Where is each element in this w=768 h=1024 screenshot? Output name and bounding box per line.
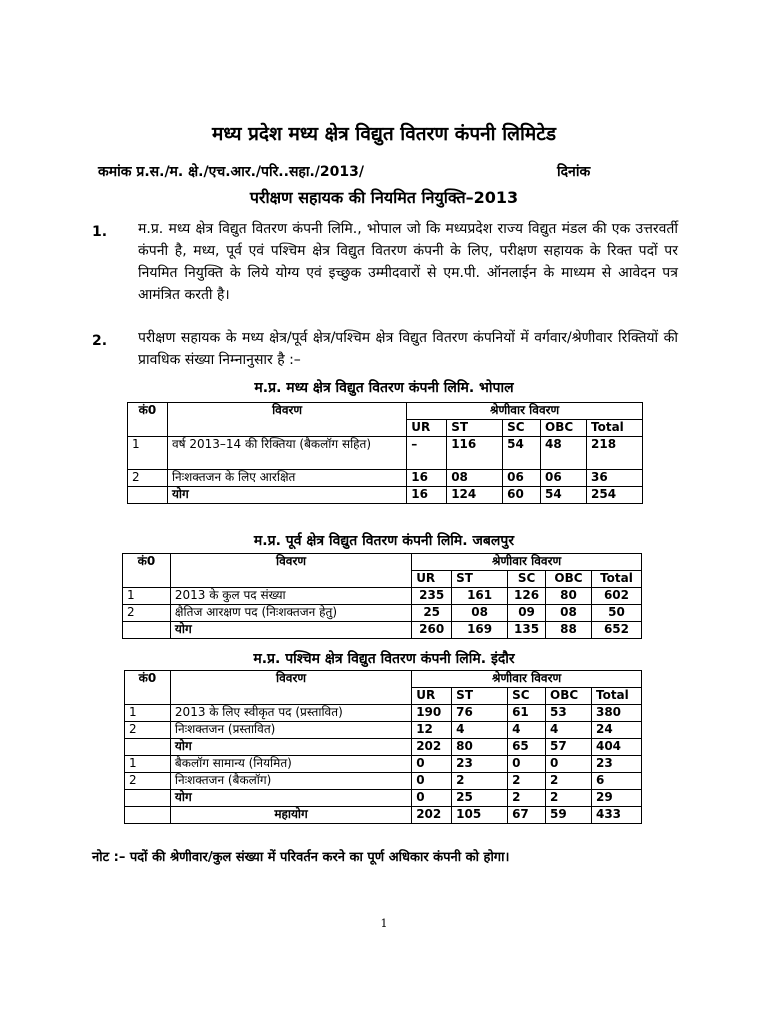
cell: 53 bbox=[546, 705, 592, 722]
reference-number: कमांक प्र.स./म. क्षे./एच.आर./परि..सहा./2013/ bbox=[98, 164, 364, 180]
cell: 2 bbox=[123, 605, 171, 622]
cell: क्षैतिज आरक्षण पद (निःशक्तजन हेतु) bbox=[170, 605, 411, 622]
col-st: ST bbox=[452, 571, 508, 588]
cell: 06 bbox=[541, 470, 587, 487]
cell bbox=[125, 790, 171, 807]
description-header: विवरण bbox=[170, 671, 411, 705]
cell: 60 bbox=[503, 487, 541, 504]
cell: निःशक्तजन (प्रस्तावित) bbox=[170, 722, 411, 739]
table-row bbox=[123, 605, 642, 622]
cell: योग bbox=[167, 487, 406, 504]
col-obc: OBC bbox=[541, 420, 587, 437]
cell: 116 bbox=[447, 437, 503, 470]
table-row-grand-total bbox=[125, 807, 642, 824]
table-2-caption: म.प्र. पूर्व क्षेत्र विद्युत वितरण कंपनी लिमि. जबलपुर bbox=[253, 533, 515, 549]
table-row bbox=[125, 722, 642, 739]
paragraph-1-number: 1. bbox=[92, 224, 108, 240]
cell: 602 bbox=[591, 588, 641, 605]
note: नोट :– पदों की श्रेणीवार/कुल संख्या में परिवर्तन करने का पूर्ण अधिकार कंपनी को होगा। bbox=[92, 850, 510, 865]
table-2 bbox=[122, 553, 642, 639]
cell: 25 bbox=[412, 605, 452, 622]
col-obc: OBC bbox=[546, 688, 592, 705]
cell: 59 bbox=[546, 807, 592, 824]
cell: 0 bbox=[412, 773, 452, 790]
cell: 2013 के लिए स्वीकृत पद (प्रस्तावित) bbox=[170, 705, 411, 722]
cell bbox=[125, 807, 171, 824]
cell: 23 bbox=[452, 756, 508, 773]
table-3-caption: म.प्र. पश्चिम क्षेत्र विद्युत वितरण कंपनी लिमि. इंदौर bbox=[253, 651, 515, 667]
cell: योग bbox=[170, 790, 411, 807]
cell: 29 bbox=[591, 790, 641, 807]
cell: – bbox=[407, 437, 447, 470]
cell: 2 bbox=[508, 790, 546, 807]
cell: 1 bbox=[123, 588, 171, 605]
col-st: ST bbox=[452, 688, 508, 705]
col-total: Total bbox=[591, 688, 641, 705]
cell: 404 bbox=[591, 739, 641, 756]
col-st: ST bbox=[447, 420, 503, 437]
cell: 1 bbox=[125, 705, 171, 722]
cell: 218 bbox=[587, 437, 643, 470]
cell: 202 bbox=[412, 807, 452, 824]
cell: 65 bbox=[508, 739, 546, 756]
category-wise-header: श्रेणीवार विवरण bbox=[412, 671, 642, 688]
cell: वर्ष 2013–14 की रिक्तिया (बैकलॉग सहित) bbox=[167, 437, 406, 470]
cell bbox=[125, 739, 171, 756]
table-row-total bbox=[125, 790, 642, 807]
cell: 126 bbox=[508, 588, 546, 605]
sno-header: कं0 bbox=[128, 403, 168, 437]
cell: 2 bbox=[546, 773, 592, 790]
document-subtitle: परीक्षण सहायक की नियमित नियुक्ति–2013 bbox=[249, 188, 519, 207]
cell: 6 bbox=[591, 773, 641, 790]
page-number: 1 bbox=[380, 917, 388, 930]
table-row bbox=[125, 705, 642, 722]
description-header: विवरण bbox=[167, 403, 406, 437]
table-row bbox=[123, 588, 642, 605]
col-total: Total bbox=[591, 571, 641, 588]
cell: 260 bbox=[412, 622, 452, 639]
table-row-total bbox=[123, 622, 642, 639]
cell: 161 bbox=[452, 588, 508, 605]
col-sc: SC bbox=[508, 688, 546, 705]
cell: 50 bbox=[591, 605, 641, 622]
cell: 57 bbox=[546, 739, 592, 756]
date-label: दिनांक bbox=[557, 164, 591, 180]
sno-header: कं0 bbox=[123, 554, 171, 588]
cell: 54 bbox=[503, 437, 541, 470]
cell: 09 bbox=[508, 605, 546, 622]
cell: 124 bbox=[447, 487, 503, 504]
cell: 433 bbox=[591, 807, 641, 824]
sno-header: कं0 bbox=[125, 671, 171, 705]
cell: 16 bbox=[407, 487, 447, 504]
cell: 2 bbox=[125, 773, 171, 790]
cell: 80 bbox=[546, 588, 592, 605]
document-title: मध्य प्रदेश मध्य क्षेत्र विद्युत वितरण कंपनी लिमिटेड bbox=[211, 123, 557, 145]
cell: 169 bbox=[452, 622, 508, 639]
table-row-total bbox=[128, 487, 643, 504]
cell: 202 bbox=[412, 739, 452, 756]
cell: 1 bbox=[125, 756, 171, 773]
cell bbox=[128, 487, 168, 504]
cell: 2 bbox=[452, 773, 508, 790]
col-ur: UR bbox=[412, 688, 452, 705]
cell: 2 bbox=[546, 790, 592, 807]
cell: 105 bbox=[452, 807, 508, 824]
description-header: विवरण bbox=[170, 554, 411, 588]
cell: 235 bbox=[412, 588, 452, 605]
cell: 2 bbox=[508, 773, 546, 790]
cell: 61 bbox=[508, 705, 546, 722]
category-wise-header: श्रेणीवार विवरण bbox=[407, 403, 643, 420]
col-ur: UR bbox=[407, 420, 447, 437]
cell: 08 bbox=[447, 470, 503, 487]
cell: 0 bbox=[508, 756, 546, 773]
col-sc: SC bbox=[503, 420, 541, 437]
cell: 24 bbox=[591, 722, 641, 739]
cell: 0 bbox=[546, 756, 592, 773]
cell: निःशक्तजन के लिए आरक्षित bbox=[167, 470, 406, 487]
cell: 2013 के कुल पद संख्या bbox=[170, 588, 411, 605]
cell: 0 bbox=[412, 756, 452, 773]
cell: 0 bbox=[412, 790, 452, 807]
paragraph-1-text: म.प्र. मध्य क्षेत्र विद्युत वितरण कंपनी लिमि., भोपाल जो कि मध्यप्रदेश राज्य विद्युत मंडल की एक उत्तरवर्ती कंपनी है, मध्य, पूर्व एवं पश्चिम क्षेत्र विद्युत वितरण कंपनी के लिए, परीक्षण सहायक के रिक्त पदों पर नियमित नियुक्ति के लिये योग्य एवं इच्छुक उम्मीदवारों से एम.पी. ऑनलाईन के माध्यम से आवेदन पत्र आमंत्रित करती है। bbox=[138, 221, 678, 303]
cell: 254 bbox=[587, 487, 643, 504]
paragraph-2-number: 2. bbox=[92, 333, 108, 349]
col-sc: SC bbox=[508, 571, 546, 588]
cell: 190 bbox=[412, 705, 452, 722]
table-3 bbox=[124, 670, 642, 824]
category-wise-header: श्रेणीवार विवरण bbox=[412, 554, 642, 571]
table-1-caption: म.प्र. मध्य क्षेत्र विद्युत वितरण कंपनी लिमि. भोपाल bbox=[254, 380, 514, 396]
table-row bbox=[128, 470, 643, 487]
table-row-total bbox=[125, 739, 642, 756]
cell: 652 bbox=[591, 622, 641, 639]
paragraph-2-text: परीक्षण सहायक के मध्य क्षेत्र/पूर्व क्षेत्र/पश्चिम क्षेत्र विद्युत वितरण कंपनियों में वर्गवार/श्रेणीवार रिक्तियों की प्रावधिक संख्या निम्नानुसार है :– bbox=[138, 330, 678, 368]
cell: 80 bbox=[452, 739, 508, 756]
col-total: Total bbox=[587, 420, 643, 437]
cell: 4 bbox=[546, 722, 592, 739]
cell: 380 bbox=[591, 705, 641, 722]
cell: 48 bbox=[541, 437, 587, 470]
cell: बैकलॉग सामान्य (नियमित) bbox=[170, 756, 411, 773]
table-row bbox=[125, 756, 642, 773]
cell: योग bbox=[170, 622, 411, 639]
cell: 76 bbox=[452, 705, 508, 722]
cell: 16 bbox=[407, 470, 447, 487]
cell: 2 bbox=[128, 470, 168, 487]
cell: 08 bbox=[546, 605, 592, 622]
cell: 4 bbox=[508, 722, 546, 739]
col-ur: UR bbox=[412, 571, 452, 588]
cell: 1 bbox=[128, 437, 168, 470]
table-row bbox=[125, 773, 642, 790]
cell: 25 bbox=[452, 790, 508, 807]
cell: 4 bbox=[452, 722, 508, 739]
cell: 36 bbox=[587, 470, 643, 487]
col-obc: OBC bbox=[546, 571, 592, 588]
cell: 08 bbox=[452, 605, 508, 622]
table-1 bbox=[127, 402, 643, 504]
cell: निःशक्तजन (बैकलॉग) bbox=[170, 773, 411, 790]
cell: महायोग bbox=[170, 807, 411, 824]
cell: 135 bbox=[508, 622, 546, 639]
cell: 54 bbox=[541, 487, 587, 504]
cell: 88 bbox=[546, 622, 592, 639]
cell: 2 bbox=[125, 722, 171, 739]
cell: 23 bbox=[591, 756, 641, 773]
cell: 12 bbox=[412, 722, 452, 739]
table-row bbox=[128, 437, 643, 470]
cell bbox=[123, 622, 171, 639]
cell: 06 bbox=[503, 470, 541, 487]
cell: योग bbox=[170, 739, 411, 756]
cell: 67 bbox=[508, 807, 546, 824]
